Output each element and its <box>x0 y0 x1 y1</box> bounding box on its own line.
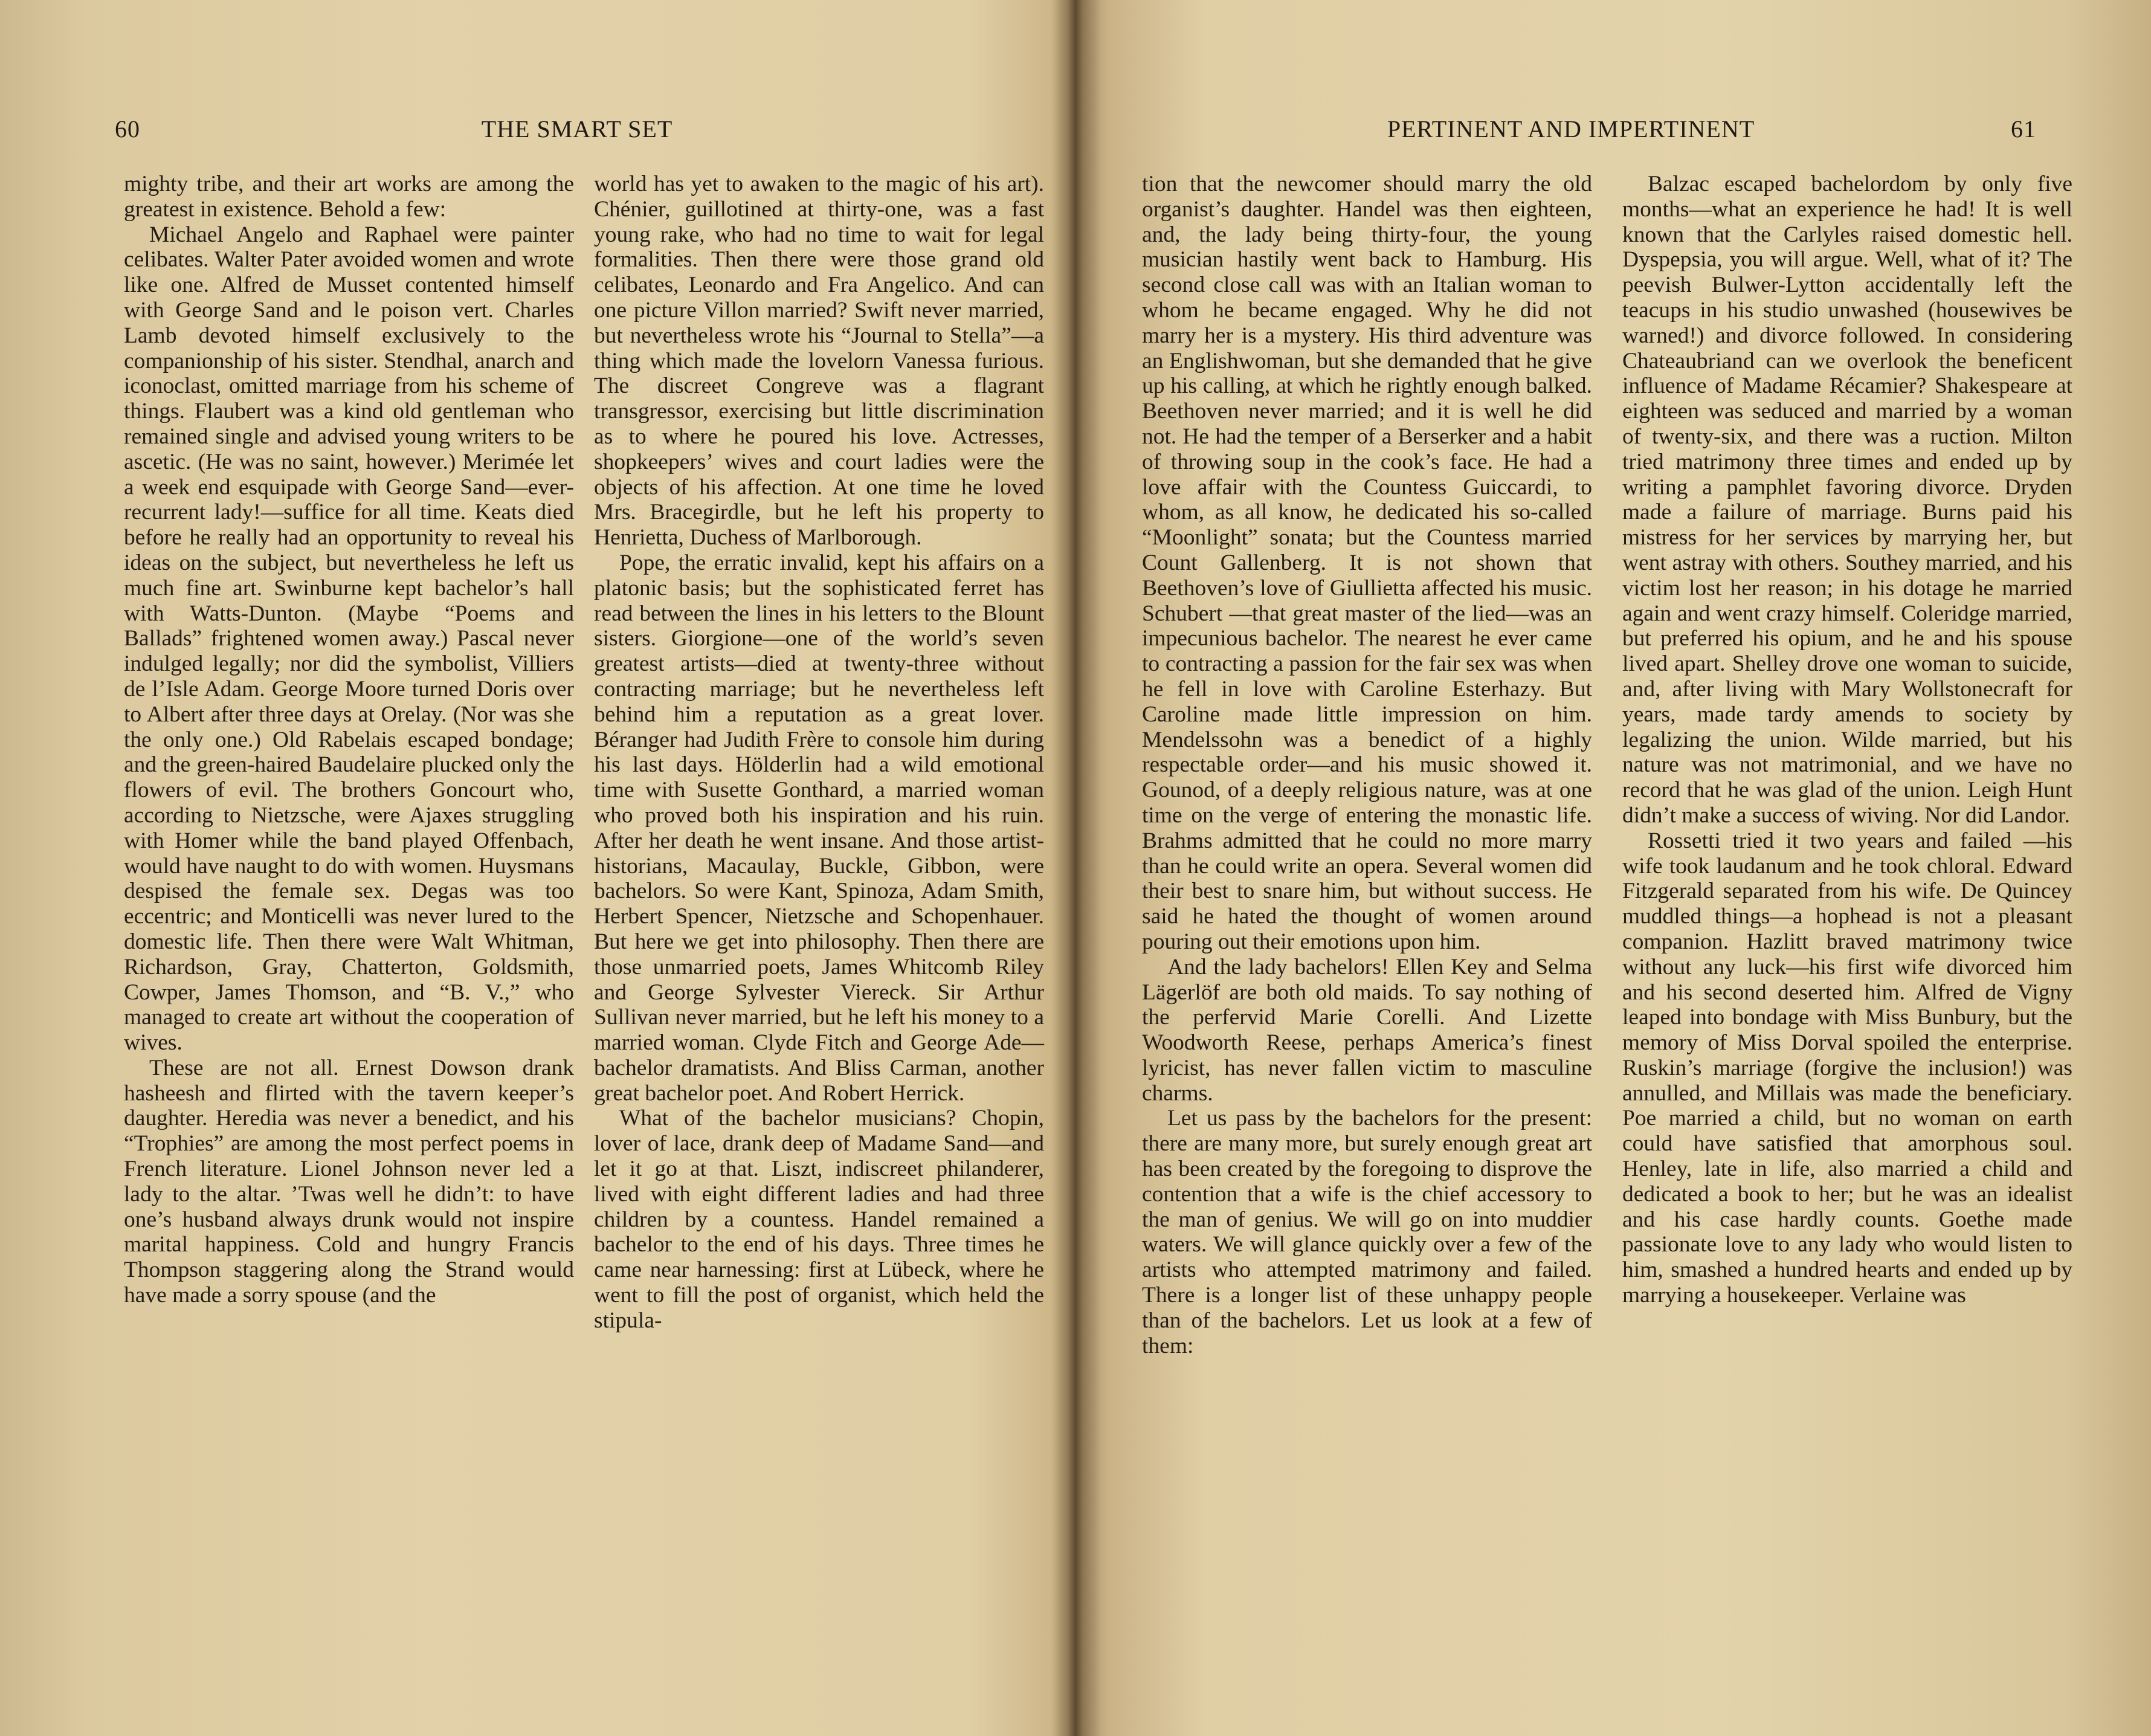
paragraph: Pope, the erratic invalid, kept his affairs on a platonic basis; but the sophisticated ferret has read between the lines in his letters to the Blount sisters. Giorgione—one of the world’s seven greatest artists—died at twenty-three without contracting marriage; but he nevertheless left behind him a reputation as a great lover. Béranger had Judith Frère to console him during his last days. Hölderlin had a wild emotional time with Susette Gonthard, a married woman who proved both his inspiration and his ruin. After her death he went insane. And those artist-historians, Macaulay, Buckle, Gibbon, were bachelors. So were Kant, Spinoza, Adam Smith, Herbert Spencer, Nietzsche and Schopenhauer. But here we get into philosophy. Then there are those unmarried poets, James Whitcomb Riley and George Sylvester Viereck. Sir Arthur Sullivan never married, but he left his money to a married woman. Clyde Fitch and George Ade—bachelor dramatists. And Bliss Carman, another great bachelor poet. And Robert Herrick. <box>594 550 1044 1106</box>
running-head: THE SMART SET <box>481 115 673 143</box>
paragraph: tion that the newcomer should marry the old organist’s daughter. Handel was then eighteen, and, the lady being thirty-four, the young musician hastily went back to Hamburg. His second close call was with an Italian woman to whom he became engaged. Why he did not marry her is a mystery. His third adventure was an Englishwoman, but she demanded that he give up his calling, at which he rightly enough balked. Beethoven never married; and it is well he did not. He had the temper of a Berserker and a habit of throwing soup in the cook’s face. He had a love affair with the Countess Guiccardi, to whom, as all know, he dedicated his so-called “Moonlight” sonata; but the Countess married Count Gallenberg. It is not shown that Beethoven’s love of Giullietta affected his music. Schubert —that great master of the lied—was an impecunious bachelor. The nearest he ever came to contracting a passion for the fair sex was when he fell in love with Caroline Esterhazy. But Caroline made little impression on him. Mendelssohn was a benedict of a highly respectable order—and his music showed it. Gounod, of a deeply religious nature, was at one time on the verge of entering the monastic life. Brahms admitted that he could no more marry than he could write an opera. Several women did their best to snare him, but without success. He said he hated the thought of women around pouring out their emotions upon him. <box>1142 172 1592 954</box>
paragraph: world has yet to awaken to the magic of his art). Chénier, guillotined at thirty-one, was a fast young rake, who had no time to wait for legal formalities. Then there were those grand old celibates, Leonardo and Fra Angelico. And can one picture Villon married? Swift never married, but nevertheless wrote his “Journal to Stella”—a thing which made the lovelorn Vanessa furious. The discreet Congreve was a flagrant transgressor, exercising but little discrimination as to where he poured his love. Actresses, shopkeepers’ wives and court ladies were the objects of his affection. At one time he loved Mrs. Bracegirdle, but he left his property to Henrietta, Duchess of Marlborough. <box>594 172 1044 550</box>
paragraph: mighty tribe, and their art works are among the greatest in existence. Behold a few: <box>124 172 574 222</box>
text-column <box>124 172 574 1308</box>
paragraph: These are not all. Ernest Dowson drank hasheesh and flirted with the tavern keeper’s daughter. Heredia was never a benedict, and his “Trophies” are among the most perfect poems in French literature. Lionel Johnson never led a lady to the altar. ’Twas well he didn’t: to have one’s husband always drunk would not inspire marital happiness. Cold and hungry Francis Thompson staggering along the Strand would have made a sorry spouse (and the <box>124 1055 574 1308</box>
right-page <box>1076 0 2151 1736</box>
text-column <box>1142 172 1592 1358</box>
right-page-header <box>1106 115 2036 151</box>
page-number: 60 <box>115 115 140 143</box>
text-column <box>1622 172 2072 1308</box>
running-head: PERTINENT AND IMPERTINENT <box>1387 115 1755 143</box>
paragraph: What of the bachelor musicians? Chopin, lover of lace, drank deep of Madame Sand—and let it go at that. Liszt, indiscreet philanderer, lived with eight different ladies and had three children by a countess. Handel remained a bachelor to the end of his days. Three times he came near harnessing: first at Lübeck, where he went to fill the post of organist, which held the stipula- <box>594 1106 1044 1333</box>
text-column <box>594 172 1044 1334</box>
paragraph: Rossetti tried it two years and failed —his wife took laudanum and he took chloral. Edward Fitzgerald separated from his wife. De Quincey muddled things—a hophead is not a pleasant companion. Hazlitt braved matrimony twice without any luck—his first wife divorced him and his second deserted him. Alfred de Vigny leaped into bondage with Miss Bunbury, but the memory of Miss Dorval spoiled the enterprise. Ruskin’s marriage (forgive the inclusion!) was annulled, and Millais was made the beneficiary. Poe married a child, but no woman on earth could have satisfied that amorphous soul. Henley, late in life, also married a child and dedicated a book to her; but he was an idealist and his case hardly counts. Goethe made passionate love to any lady who would listen to him, smashed a hundred hearts and ended up by marrying a housekeeper. Verlaine was <box>1622 828 2072 1308</box>
paragraph: Michael Angelo and Raphael were painter celibates. Walter Pater avoided women and wrote like one. Alfred de Musset contented himself with George Sand and le poison vert. Charles Lamb devoted himself exclusively to the companionship of his sister. Stendhal, anarch and iconoclast, omitted marriage from his scheme of things. Flaubert was a kind old gentleman who remained single and advised young writers to be ascetic. (He was no saint, however.) Merimée let a week end esquipade with George Sand—ever-recurrent lady!—suffice for all time. Keats died before he really had an opportunity to reveal his ideas on the subject, but nevertheless he left us much fine art. Swinburne kept bachelor’s hall with Watts-Dunton. (Maybe “Poems and Ballads” frightened women away.) Pascal never indulged legally; nor did the symbolist, Villiers de l’Isle Adam. George Moore turned Doris over to Albert after three days at Orelay. (Nor was she the only one.) Old Rabelais escaped bondage; and the green-haired Baudelaire plucked only the flowers of evil. The brothers Goncourt who, according to Nietzsche, were Ajaxes struggling with Homer while the band played Offenbach, would have naught to do with women. Huysmans despised the female sex. Degas was too eccentric; and Monticelli was never lured to the domestic life. Then there were Walt Whitman, Richardson, Gray, Chatterton, Goldsmith, Cowper, James Thomson, and “B. V.,” who managed to create art without the cooperation of wives. <box>124 222 574 1056</box>
page-number: 61 <box>2011 115 2036 143</box>
paragraph: Let us pass by the bachelors for the present: there are many more, but surely enough great art has been created by the foregoing to disprove the contention that a wife is the chief accessory to the man of genius. We will go on into muddier waters. We will glance quickly over a few of the artists who attempted matrimony and failed. There is a longer list of these unhappy people than of the bachelors. Let us look at a few of them: <box>1142 1106 1592 1358</box>
paragraph: Balzac escaped bachelordom by only five months—what an experience he had! It is well known that the Carlyles raised domestic hell. Dyspepsia, you will argue. Well, what of it? The peevish Bulwer-Lytton accidentally left the teacups in his studio unwashed (housewives be warned!) and divorce followed. In considering Chateaubriand can we overlook the beneficent influence of Madame Récamier? Shakespeare at eighteen was seduced and married by a woman of twenty-six, and there was a ruction. Milton tried matrimony three times and ended up by writing a pamphlet favoring divorce. Dryden made a failure of marriage. Burns paid his mistress for her services by marrying her, but went astray with others. Southey married, and his victim lost her reason; in his dotage he married again and went crazy himself. Coleridge married, but preferred his opium, and he and his spouse lived apart. Shelley drove one woman to suicide, and, after living with Mary Wollstonecraft for years, made tardy amends to society by legalizing the union. Wilde married, but his nature was not matrimonial, and we have no record that he was glad of the union. Leigh Hunt didn’t make a success of wiving. Nor did Landor. <box>1622 172 2072 828</box>
paragraph: And the lady bachelors! Ellen Key and Selma Lägerlöf are both old maids. To say nothing of the perfervid Marie Corelli. And Lizette Woodworth Reese, perhaps America’s finest lyricist, has never fallen victim to masculine charms. <box>1142 954 1592 1106</box>
left-page-header <box>115 115 1039 151</box>
